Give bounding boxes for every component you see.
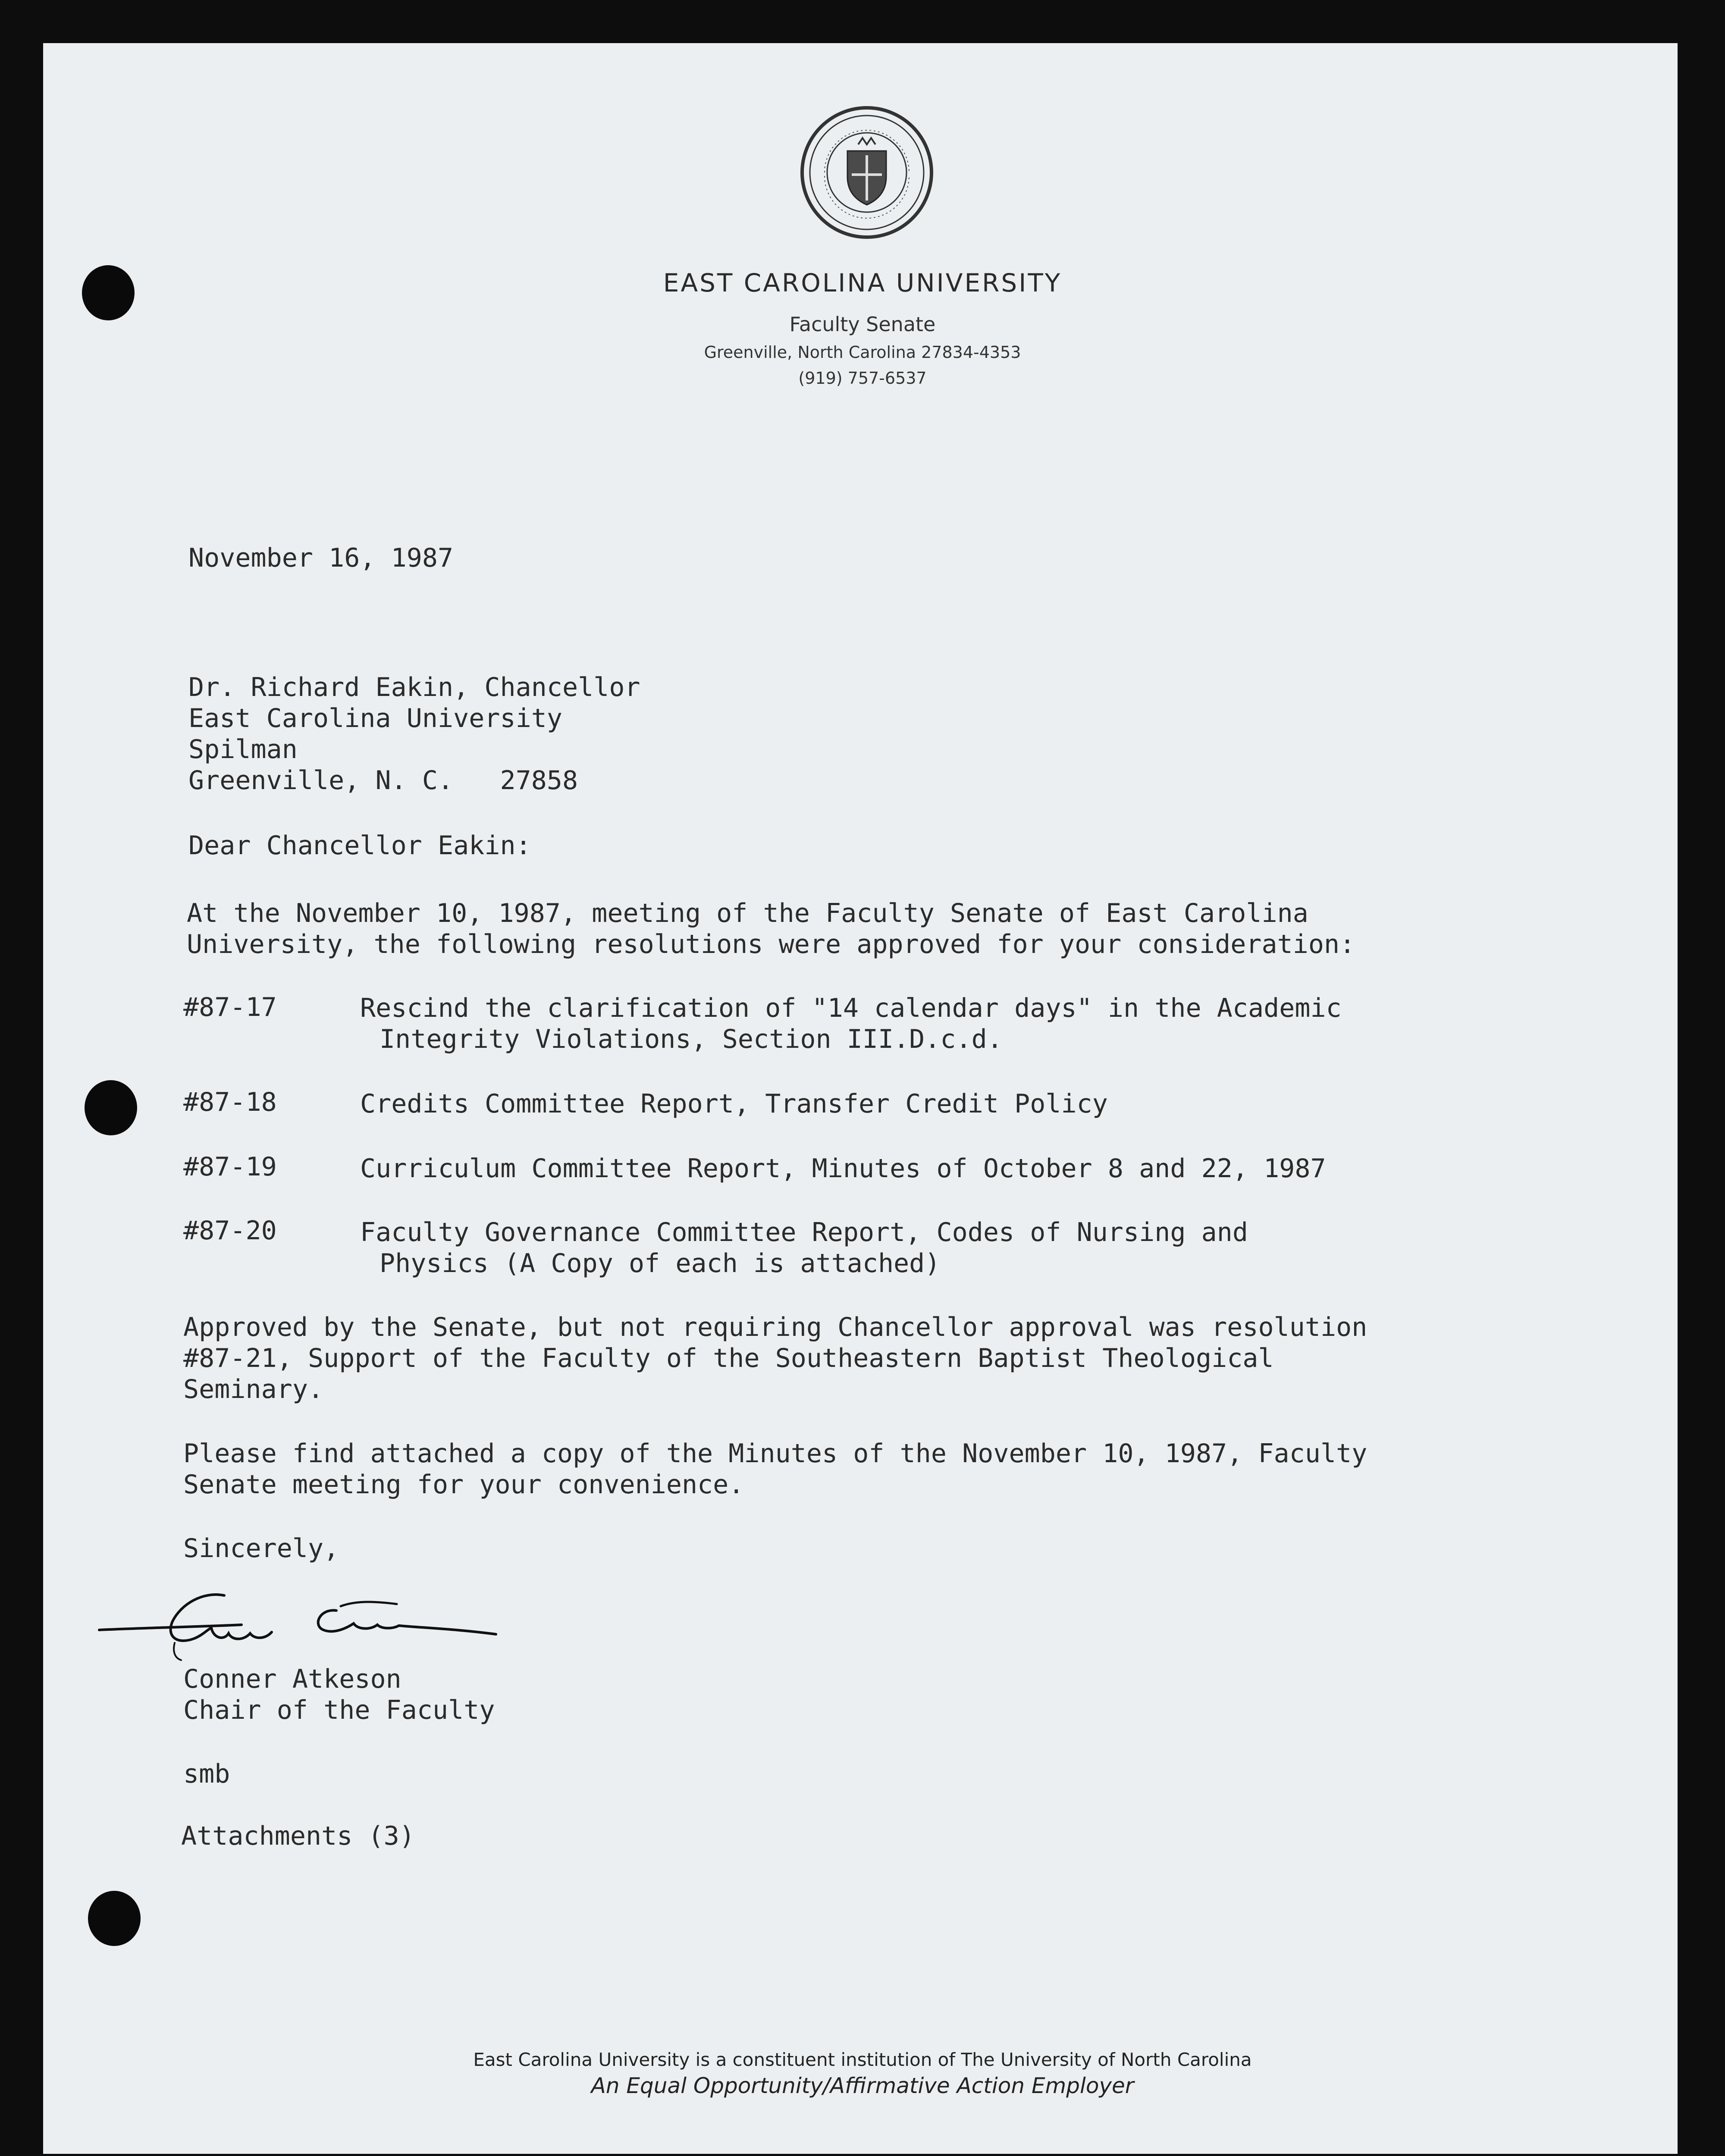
letterhead-address: Greenville, North Carolina 27834-4353 [704, 343, 1021, 362]
salutation: Dear Chancellor Eakin: [188, 830, 531, 861]
footer-line-1: East Carolina University is a constituent institution of The University of North Carolina [473, 2049, 1252, 2070]
typist-initials: smb [183, 1759, 230, 1789]
punch-hole-middle [85, 1080, 137, 1135]
intro-line-2: University, the following resolutions were approved for your consideration: [187, 929, 1355, 959]
approved-note-line-1: Approved by the Senate, but not requiring Chancellor approval was resolution [183, 1312, 1367, 1342]
university-seal-icon [798, 103, 936, 241]
attachment-note-line-2: Senate meeting for your convenience. [183, 1470, 744, 1500]
closing: Sincerely, [183, 1533, 339, 1564]
resolution-text-line-1: Curriculum Committee Report, Minutes of October 8 and 22, 1987 [360, 1153, 1326, 1184]
resolution-text-line-1: Rescind the clarification of "14 calendar days" in the Academic [360, 993, 1342, 1023]
resolution-number: #87-19 [183, 1152, 277, 1182]
resolution-text-line-1: Faculty Governance Committee Report, Codes of Nursing and [360, 1217, 1248, 1247]
resolution-number: #87-20 [183, 1216, 277, 1246]
resolution-text-line-2: Physics (A Copy of each is attached) [380, 1248, 941, 1279]
intro-line-1: At the November 10, 1987, meeting of the Faculty Senate of East Carolina [187, 898, 1308, 928]
recipient-line-3: Spilman [188, 734, 298, 765]
punch-hole-bottom [88, 1891, 141, 1946]
resolution-number: #87-18 [183, 1087, 277, 1117]
signer-title: Chair of the Faculty [183, 1695, 495, 1725]
approved-note-line-3: Seminary. [183, 1374, 324, 1404]
signer-name: Conner Atkeson [183, 1664, 401, 1694]
resolution-number: #87-17 [183, 992, 277, 1022]
letterhead-institution: EAST CAROLINA UNIVERSITY [663, 268, 1062, 298]
resolution-text-line-1: Credits Committee Report, Transfer Credit Policy [360, 1089, 1108, 1119]
letterhead-phone: (919) 757-6537 [798, 369, 927, 388]
recipient-line-4: Greenville, N. C. 27858 [188, 765, 578, 796]
letter-date: November 16, 1987 [188, 543, 454, 573]
attachment-note-line-1: Please find attached a copy of the Minutes of the November 10, 1987, Faculty [183, 1438, 1367, 1469]
attachments-note: Attachments (3) [181, 1821, 415, 1851]
approved-note-line-2: #87-21, Support of the Faculty of the Southeastern Baptist Theological [183, 1343, 1274, 1373]
resolution-text-line-2: Integrity Violations, Section III.D.c.d. [380, 1024, 1003, 1054]
footer-line-2: An Equal Opportunity/Affirmative Action Employer [591, 2073, 1134, 2098]
recipient-line-2: East Carolina University [188, 703, 562, 733]
letterhead-department: Faculty Senate [789, 313, 936, 336]
recipient-line-1: Dr. Richard Eakin, Chancellor [188, 672, 640, 702]
